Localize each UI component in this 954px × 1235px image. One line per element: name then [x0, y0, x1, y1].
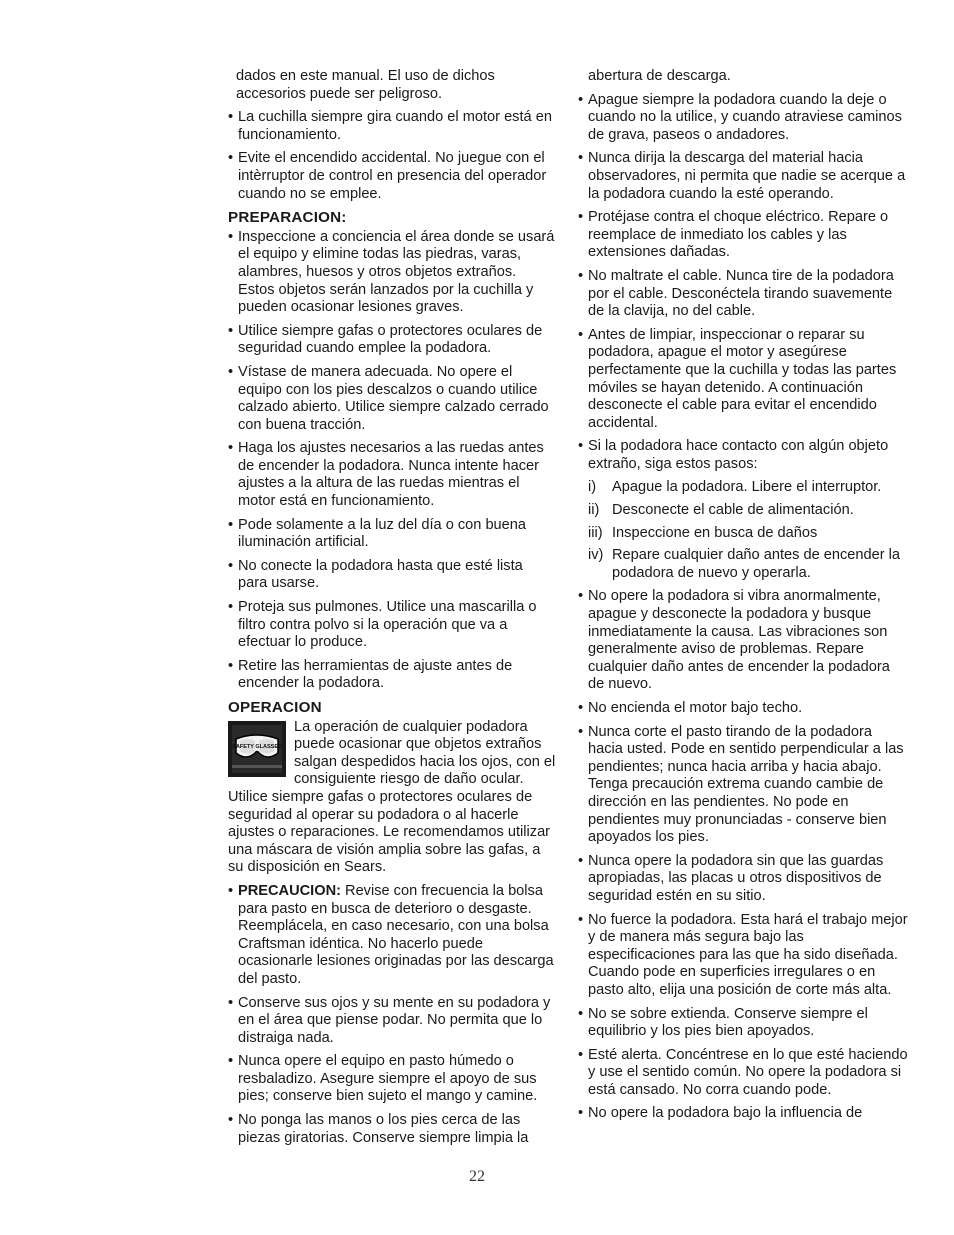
- list-item: • No ponga las manos o los pies cerca de las piezas giratorias. Conserve siempre limpia la: [228, 1112, 556, 1147]
- step-number: iv): [588, 547, 604, 564]
- bullet-list-right-b: [578, 588, 908, 1123]
- list-item: • No opere la podadora si vibra anormalmente, apague y desconecte la podadora y busque inmediatamente la causa. Las vibraciones son generalmente aviso de problemas. Repare cualquier daño antes de encender la podadora de nuevo.: [578, 588, 908, 694]
- bullet-list-right-a: [578, 92, 908, 474]
- precaution-label: PRECAUCION:: [238, 882, 341, 899]
- bullet-list-preparacion: [228, 229, 556, 693]
- left-column: [228, 68, 556, 1153]
- list-item: • Retire las herramientas de ajuste antes de encender la podadora.: [228, 658, 556, 693]
- list-item: • Nunca opere la podadora sin que las guardas apropiadas, las placas u otros dispositivos de seguridad estén en su sitio.: [578, 853, 908, 906]
- list-item: • Haga los ajustes necesarios a las ruedas antes de encender la podadora. Nunca intente hacer ajustes a la altura de las ruedas mientras el motor está en funcionamiento.: [228, 440, 556, 510]
- safety-goggles-icon: [228, 721, 286, 777]
- bullet-list-operacion: [228, 883, 556, 1147]
- step-item: [588, 525, 908, 543]
- operation-intro: [228, 719, 556, 877]
- step-number: ii): [588, 502, 600, 519]
- list-item: • No opere la podadora bajo la influencia de: [578, 1105, 908, 1123]
- step-item: [588, 479, 908, 497]
- right-column: [578, 68, 908, 1129]
- step-number: iii): [588, 524, 603, 541]
- step-text: Desconecte el cable de alimentación.: [612, 502, 854, 519]
- step-number: i): [588, 479, 597, 496]
- list-item: • No maltrate el cable. Nunca tire de la podadora por el cable. Desconéctela tirando suavemente de la clavija, no del cable.: [578, 268, 908, 321]
- list-item-precaution: [228, 883, 556, 989]
- list-item: • Protéjase contra el choque eléctrico. Repare o reemplace de inmediato los cables y las extensiones dañadas.: [578, 209, 908, 262]
- list-item: • Nunca corte el pasto tirando de la podadora hacia usted. Pode en sentido perpendicular a las pendientes; nunca hacia arriba y hacia abajo. Tenga precaución extrema cuando cambie de dirección en las pendientes. No pode en pendientes muy pronunciadas - conserve bien apoyados los pies.: [578, 724, 908, 847]
- list-item: • No se sobre extienda. Conserve siempre el equilibrio y los pies bien apoyados.: [578, 1006, 908, 1041]
- list-item: • Nunca dirija la descarga del material hacia observadores, ni permita que nadie se acerque a la podadora cuando la esté operando.: [578, 150, 908, 203]
- list-item: • Antes de limpiar, inspeccionar o reparar su podadora, apague el motor y asegúrese perfectamente que la cuchilla y todas las partes móviles se hayan detenido. A continuación desconecte el cable para evitar el encendido accidental.: [578, 327, 908, 433]
- list-item: • Apague siempre la podadora cuando la deje o cuando no la utilice, y cuando atraviese caminos de grava, paseos o andadores.: [578, 92, 908, 145]
- heading-operacion: OPERACION: [228, 699, 322, 716]
- list-item: • Vístase de manera adecuada. No opere el equipo con los pies descalzos o cuando utilice calzado abierto. Utilice siempre calzado cerrado con buena tracción.: [228, 364, 556, 434]
- continuation-text: dados en este manual. El uso de dichos accesorios puede ser peligroso.: [236, 68, 495, 102]
- list-item: • Si la podadora hace contacto con algún objeto extraño, siga estos pasos:: [578, 438, 908, 473]
- list-item: • Utilice siempre gafas o protectores oculares de seguridad cuando emplee la podadora.: [228, 323, 556, 358]
- step-item: [588, 547, 908, 582]
- list-item: • No fuerce la podadora. Esta hará el trabajo mejor y de manera más segura bajo las especificaciones para las que ha sido diseñada. Cuando pode en superficies irregulares o en pasto alto, elija una posición de corte más alta.: [578, 912, 908, 1000]
- bullet-list-top: [228, 109, 556, 203]
- step-text: Apague la podadora. Libere el interruptor.: [612, 479, 882, 496]
- list-item: • Conserve sus ojos y su mente en su podadora y en el área que piense podar. No permita que lo distraiga nada.: [228, 995, 556, 1048]
- operation-intro-text: La operación de cualquier podadora puede ocasionar que objetos extraños salgan despedidos hacia los ojos, con el consiguiente riesgo de daño ocular. Utilice siempre gafas o protectores oculares de seguridad al operar su podadora o al hacerle ajustes o reparaciones. Le recomendamos utilizar una máscara de visión amplia sobre las gafas, a su disposición en Sears.: [228, 718, 556, 876]
- step-item: [588, 502, 908, 520]
- continuation-text: abertura de descarga.: [588, 68, 731, 84]
- page-number: 22: [469, 1168, 485, 1185]
- step-text: Repare cualquier daño antes de encender la podadora de nuevo y operarla.: [612, 547, 901, 581]
- precaution-text: Revise con frecuencia la bolsa para pasto en busca de deterioro o desgaste. Reemplácela, en caso necesario, con una bolsa Craftsman idéntica. No hacerlo puede ocasionarle lesiones originadas por las descarga del pasto.: [238, 882, 554, 987]
- steps-list: [578, 479, 908, 582]
- list-item: • Esté alerta. Concéntrese en lo que esté haciendo y use el sentido común. No opere la podadora si está cansado. No corra cuando pode.: [578, 1047, 908, 1100]
- list-item: • Nunca opere el equipo en pasto húmedo o resbaladizo. Asegure siempre el apoyo de sus pies; conserve bien sujeto el mango y camine.: [228, 1053, 556, 1106]
- heading-preparacion: PREPARACION:: [228, 209, 347, 227]
- list-item: • Evite el encendido accidental. No juegue con el intèrruptor de control en presencia del operador cuando no se emplee.: [228, 150, 556, 203]
- step-text: Inspeccione en busca de daños: [612, 524, 818, 541]
- list-item: • La cuchilla siempre gira cuando el motor está en funcionamiento.: [228, 109, 556, 144]
- list-item: • Pode solamente a la luz del día o con buena iluminación artificial.: [228, 517, 556, 552]
- list-item: • No encienda el motor bajo techo.: [578, 700, 908, 718]
- list-item: • No conecte la podadora hasta que esté lista para usarse.: [228, 558, 556, 593]
- goggle-label: SAFETY GLASSES: [232, 743, 282, 750]
- list-item: • Inspeccione a conciencia el área donde se usará el equipo y elimine todas las piedras, varas, alambres, huesos y otros objetos extraños. Estos objetos serán lanzados por la cuchilla y pueden ocasionar lesiones graves.: [228, 229, 556, 317]
- list-item: • Proteja sus pulmones. Utilice una mascarilla o filtro contra polvo si la operación que va a efectuar lo produce.: [228, 599, 556, 652]
